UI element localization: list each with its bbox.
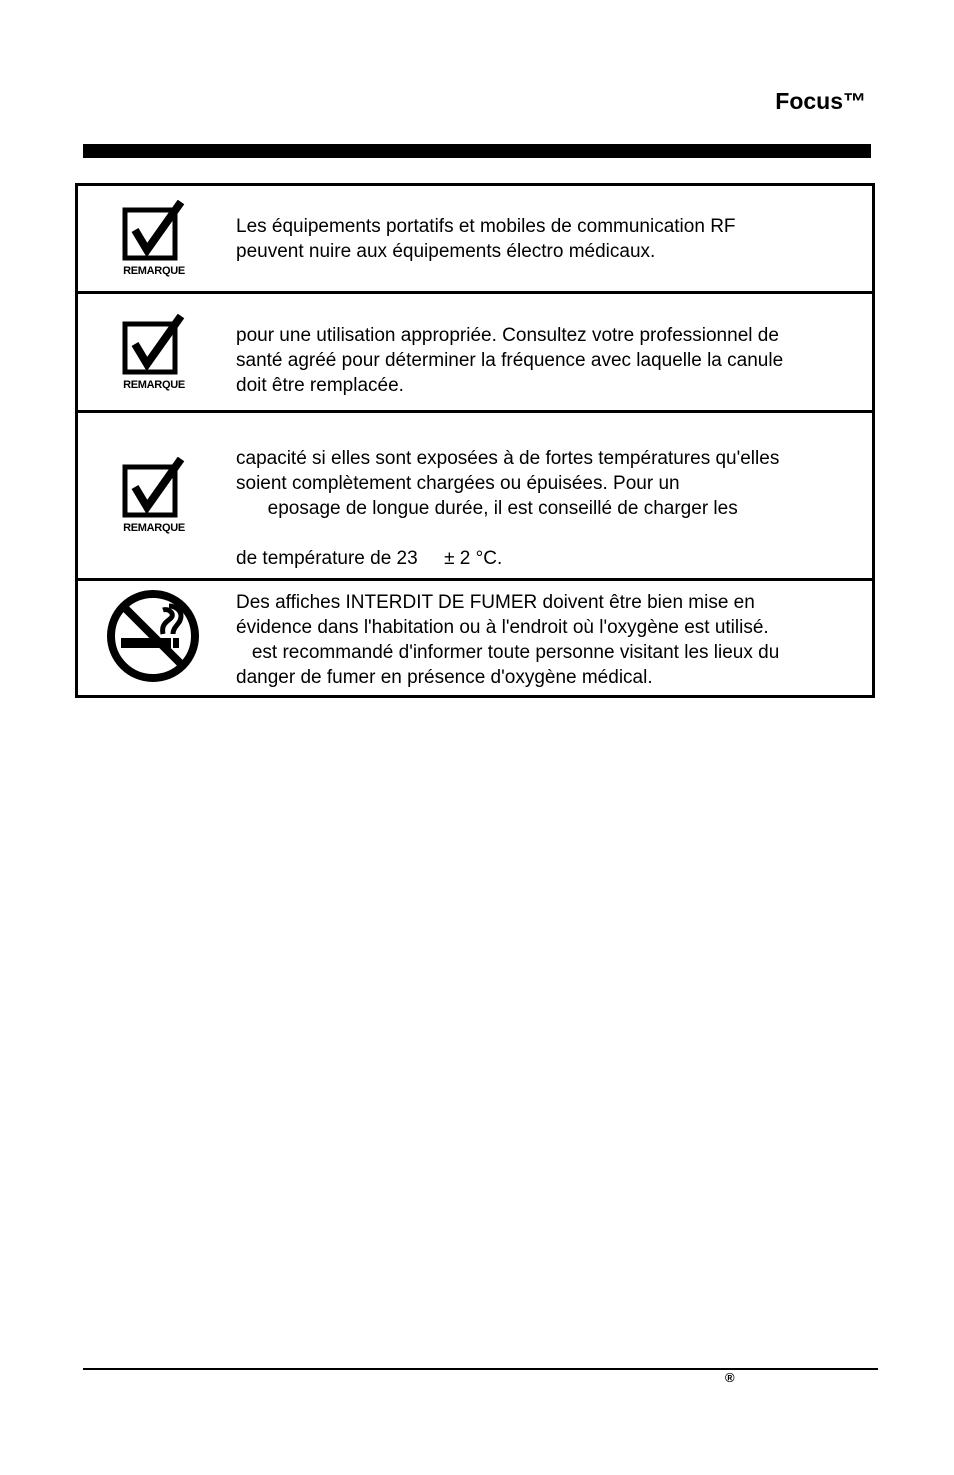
note-line: pour une utilisation appropriée. Consultez votre professionnel de (236, 325, 779, 346)
note-line: eposage de longue durée, il est conseillé de charger les (236, 498, 738, 519)
note-row (78, 581, 872, 695)
remarque-check-icon (121, 457, 185, 519)
remarque-badge (78, 294, 228, 410)
note-line: santé agréé pour déterminer la fréquence avec laquelle la canule (236, 350, 784, 371)
notes-table (75, 183, 875, 698)
note-line: danger de fumer en présence d'oxygène médical. (236, 667, 653, 688)
note-text (236, 323, 862, 398)
note-line: de température de 23 ± 2 °C. (236, 548, 503, 569)
registered-mark: ® (725, 1370, 735, 1385)
remarque-label: REMARQUE (123, 378, 185, 391)
remarque-label: REMARQUE (123, 265, 185, 277)
note-line: Des affiches INTERDIT DE FUMER doivent être bien mise en (236, 592, 755, 613)
note-line: soient complètement chargées ou épuisées. Pour un (236, 473, 680, 494)
note-line: Les équipements portatifs et mobiles de communication RF (236, 216, 736, 237)
note-line: peuvent nuire aux équipements électro médicaux. (236, 241, 656, 262)
note-line: capacité si elles sont exposées à de fortes températures qu'elles (236, 448, 780, 469)
no-smoking-badge (78, 581, 228, 695)
note-line: est recommandé d'informer toute personne visitant les lieux du (236, 642, 780, 663)
header-divider-bar (83, 144, 871, 158)
remarque-check-icon (121, 200, 185, 262)
remarque-label: REMARQUE (123, 522, 185, 534)
remarque-badge (78, 413, 228, 578)
note-text (236, 214, 862, 264)
footer-divider (83, 1368, 878, 1370)
note-row (78, 294, 872, 413)
remarque-check-icon (121, 314, 185, 376)
note-row (78, 186, 872, 294)
note-row (78, 413, 872, 581)
note-line: doit être remplacée. (236, 375, 404, 396)
note-line: évidence dans l'habitation ou à l'endroit où l'oxygène est utilisé. (236, 617, 769, 638)
no-smoking-icon (105, 588, 201, 689)
page-title: Focus™ (775, 88, 866, 114)
note-line (236, 521, 862, 546)
note-text (236, 590, 862, 690)
remarque-badge (78, 186, 228, 291)
note-text (236, 446, 862, 571)
